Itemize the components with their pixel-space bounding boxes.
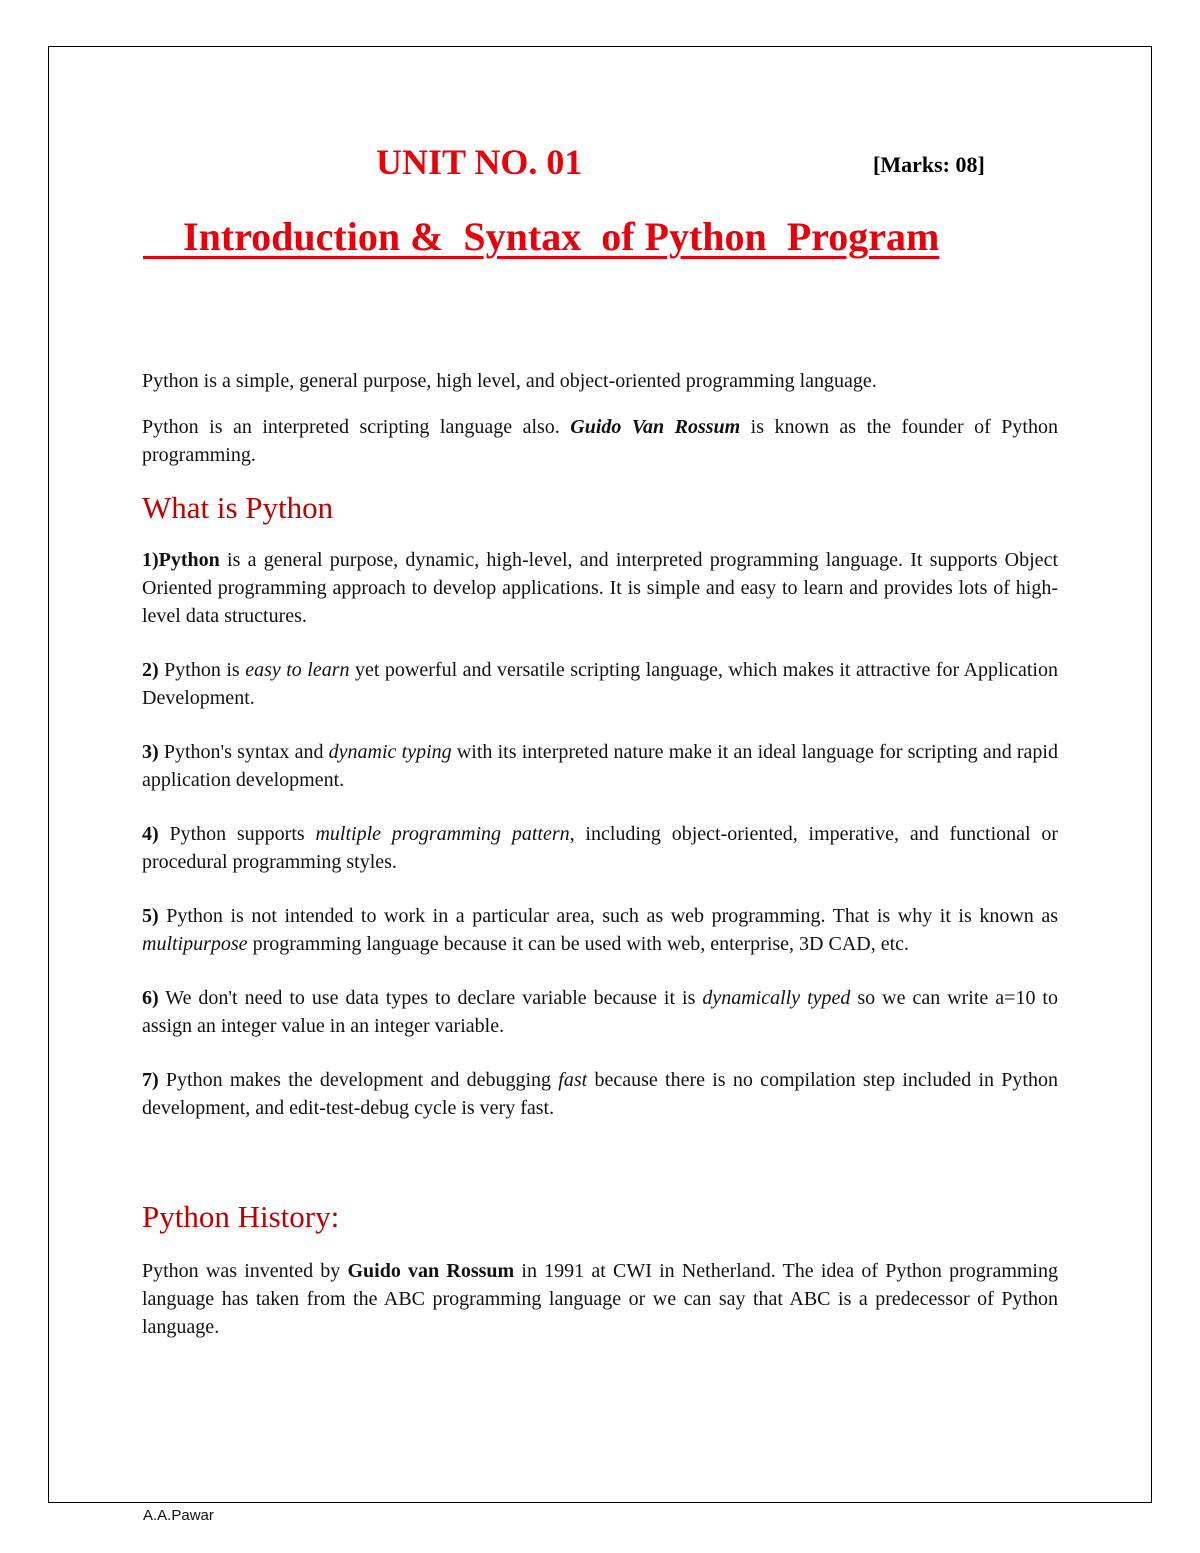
- feature-item-text: because there is no compilation step included in Python development, and edit-test-debug cycle is very fast.: [142, 1069, 1058, 1119]
- founder-name: Guido Van Rossum: [570, 416, 741, 438]
- feature-item-text: Python: [158, 549, 220, 571]
- feature-item-number: 4): [142, 823, 159, 845]
- feature-item-text: Python's syntax and: [158, 741, 329, 763]
- feature-item-text: dynamically typed: [702, 987, 851, 1009]
- what-is-python-heading: What is Python: [142, 490, 334, 525]
- feature-item: [142, 984, 1058, 1040]
- feature-item-number: 5): [142, 905, 159, 927]
- feature-item: [142, 656, 1058, 712]
- feature-item-text: Python supports: [158, 823, 316, 845]
- feature-item-text: fast: [558, 1069, 588, 1091]
- history-paragraph: Python was invented by Guido van Rossum in 1991 at CWI in Netherland. The idea of Python programming language has taken from the ABC programming language or we can say that ABC is a predecessor of Python language.: [142, 1260, 1058, 1338]
- unit-number: UNIT NO. 01: [376, 142, 583, 182]
- footer-author: A.A.Pawar: [143, 1507, 214, 1524]
- intro-paragraph-2: Python is an interpreted scripting language also. Guido Van Rossum is known as the founder of Python programming.: [142, 416, 1058, 466]
- feature-item-text: , including object-oriented, imperative, and functional or procedural programming styles.: [142, 823, 1058, 873]
- feature-item: [142, 820, 1058, 876]
- feature-item-text: is a general purpose, dynamic, high-level, and interpreted programming language. It supports Object Oriented programming approach to develop applications. It is simple and easy to learn and provides lots of high-level data structures.: [142, 549, 1058, 627]
- feature-item-text: so we can write a=10 to assign an integer value in an integer variable.: [142, 987, 1058, 1037]
- inventor-name: Guido van Rossum: [347, 1260, 515, 1282]
- feature-item-text: Python is: [158, 659, 246, 681]
- feature-item-text: Python is not intended to work in a particular area, such as web programming. That is why it is known as: [158, 905, 1058, 927]
- feature-list: [142, 546, 1058, 1122]
- feature-item-text: We don't need to use data types to declare variable because it is: [158, 987, 703, 1009]
- feature-item-text: multiple programming pattern: [315, 823, 570, 845]
- page-title: Introduction & Syntax of Python Program: [143, 214, 940, 259]
- feature-item: [142, 902, 1058, 958]
- feature-item-number: 7): [142, 1069, 159, 1091]
- feature-item-text: dynamic typing: [328, 741, 452, 763]
- feature-item-text: multipurpose: [142, 933, 248, 955]
- feature-item: [142, 546, 1058, 630]
- feature-item-text: Python makes the development and debugging: [158, 1069, 559, 1091]
- document-body: [142, 367, 1058, 1341]
- feature-item: [142, 738, 1058, 794]
- feature-item-number: 2): [142, 659, 159, 681]
- feature-item-text: easy to learn: [245, 659, 350, 681]
- intro-paragraph-1: Python is a simple, general purpose, high level, and object-oriented programming language.: [142, 370, 877, 392]
- python-history-heading: Python History:: [142, 1199, 340, 1234]
- feature-item-text: with its interpreted nature make it an ideal language for scripting and rapid application development.: [142, 741, 1058, 791]
- feature-item: [142, 1066, 1058, 1122]
- feature-item-text: programming language because it can be used with web, enterprise, 3D CAD, etc.: [247, 933, 910, 955]
- feature-item-number: 6): [142, 987, 159, 1009]
- marks-label: [Marks: 08]: [873, 152, 985, 177]
- feature-item-text: yet powerful and versatile scripting language, which makes it attractive for Application Development.: [142, 659, 1058, 709]
- feature-item-number: 3): [142, 741, 159, 763]
- feature-item-number: 1): [142, 549, 159, 571]
